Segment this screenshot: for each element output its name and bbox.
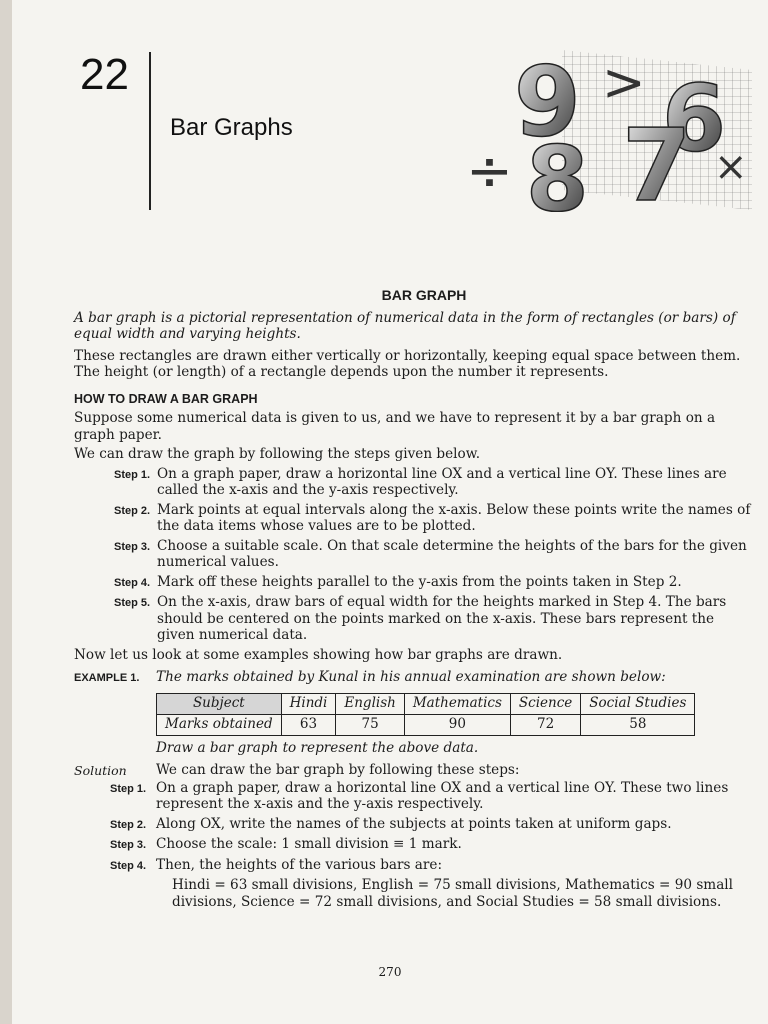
outro-text: Now let us look at some examples showing how bar graphs are drawn.: [74, 646, 563, 663]
art-digit: 6: [662, 65, 727, 172]
solution-step: [110, 816, 754, 834]
art-digit: 8: [526, 127, 589, 212]
table-header-cell: English: [336, 693, 404, 714]
step-label: Step 1.: [110, 782, 147, 795]
step-text: On a graph paper, draw a horizontal line OX and a vertical line OY. These lines are called the x-axis and the y-axis respectively.: [157, 465, 727, 498]
art-digit: 9: [514, 46, 581, 158]
numbers-illustration: [452, 40, 752, 212]
step-text: On a graph paper, draw a horizontal line OX and a vertical line OY. These two lines represent the x-axis and the y-axis respectively.: [156, 779, 729, 812]
example-label: EXAMPLE 1.: [74, 672, 140, 684]
chapter-divider: [149, 52, 151, 210]
intro-text: These rectangles are drawn either vertically or horizontally, keeping equal space between them. The height (or length) of a rectangle depends upon the number it represents.: [74, 347, 741, 380]
step-label: Step 2.: [114, 504, 151, 517]
table-header-cell: Subject: [157, 693, 282, 714]
step-text: Choose the scale: 1 small division ≡ 1 mark.: [156, 836, 462, 852]
table-row-label: Marks obtained: [157, 714, 282, 735]
page-content: [74, 283, 754, 910]
chapter-number: 22: [80, 50, 129, 99]
step-label: Step 2.: [110, 818, 147, 831]
solution-step: [110, 780, 754, 813]
table-row: [157, 693, 695, 714]
table-cell: 63: [281, 714, 336, 735]
step-label: Step 4.: [110, 859, 147, 872]
section-heading: BAR GRAPH: [381, 287, 467, 303]
example-task: Draw a bar graph to represent the above data.: [156, 739, 479, 756]
solution-label: Solution: [74, 763, 127, 778]
step-label: Step 3.: [110, 839, 147, 851]
art-digit: 7: [622, 107, 692, 212]
book-page: [12, 0, 768, 1024]
example-statement: The marks obtained by Kunal in his annual examination are shown below:: [156, 669, 666, 685]
divide-icon: ÷: [466, 139, 513, 204]
greater-than-icon: >: [602, 53, 646, 113]
chapter-title: Bar Graphs: [170, 114, 293, 141]
how-to-paragraph: We can draw the graph by following the steps given below.: [74, 446, 481, 462]
table-cell: 58: [581, 714, 695, 735]
step-item: [114, 502, 754, 535]
how-to-paragraph: Suppose some numerical data is given to us, and we have to represent it by a bar graph on a graph paper.: [74, 410, 716, 443]
multiply-icon: ×: [714, 144, 748, 190]
solution-step: [110, 857, 754, 875]
marks-table: [156, 693, 695, 736]
table-cell: 72: [510, 714, 580, 735]
step-label: Step 4.: [114, 576, 151, 589]
table-header-cell: Mathematics: [404, 693, 510, 714]
step-text: Choose a suitable scale. On that scale determine the heights of the bars for the given numerical values.: [157, 537, 747, 570]
bar-heights-text: Hindi = 63 small divisions, English = 75 small divisions, Mathematics = 90 small divisions, Science = 72 small divisions, and Social Studies = 58 small divisions.: [172, 877, 734, 910]
table-header-cell: Science: [510, 693, 580, 714]
step-text: On the x-axis, draw bars of equal width for the heights marked in Step 4. The bars should be centered on the points marked on the x-axis. These bars represent the given numerical data.: [157, 594, 727, 643]
step-text: Along OX, write the names of the subjects at points taken at uniform gaps.: [156, 815, 672, 832]
example-block: [74, 669, 754, 687]
solution-step: [110, 836, 754, 854]
definition-text: A bar graph is a pictorial representation of numerical data in the form of rectangles (or bars) of equal width and varying heights.: [74, 309, 736, 342]
solution-intro: We can draw the bar graph by following these steps:: [156, 762, 520, 778]
table-row: [157, 714, 695, 735]
step-label: Step 3.: [114, 540, 151, 553]
step-label: Step 1.: [114, 468, 151, 481]
table-cell: 75: [336, 714, 404, 735]
table-header-cell: Social Studies: [581, 693, 695, 714]
step-text: Mark points at equal intervals along the x-axis. Below these points write the names of the data items whose values are to be plotted.: [157, 501, 751, 534]
solution-block: [74, 762, 754, 780]
how-to-heading: HOW TO DRAW A BAR GRAPH: [74, 391, 258, 406]
step-item: [114, 466, 754, 499]
step-item: [114, 594, 754, 644]
page-number: 270: [378, 965, 402, 979]
step-text: Then, the heights of the various bars are:: [156, 856, 443, 873]
table-cell: 90: [404, 714, 510, 735]
table-header-cell: Hindi: [281, 693, 336, 714]
step-label: Step 5.: [114, 597, 151, 609]
step-item: [114, 538, 754, 571]
step-item: [114, 574, 754, 592]
step-text: Mark off these heights parallel to the y-axis from the points taken in Step 2.: [157, 573, 682, 590]
